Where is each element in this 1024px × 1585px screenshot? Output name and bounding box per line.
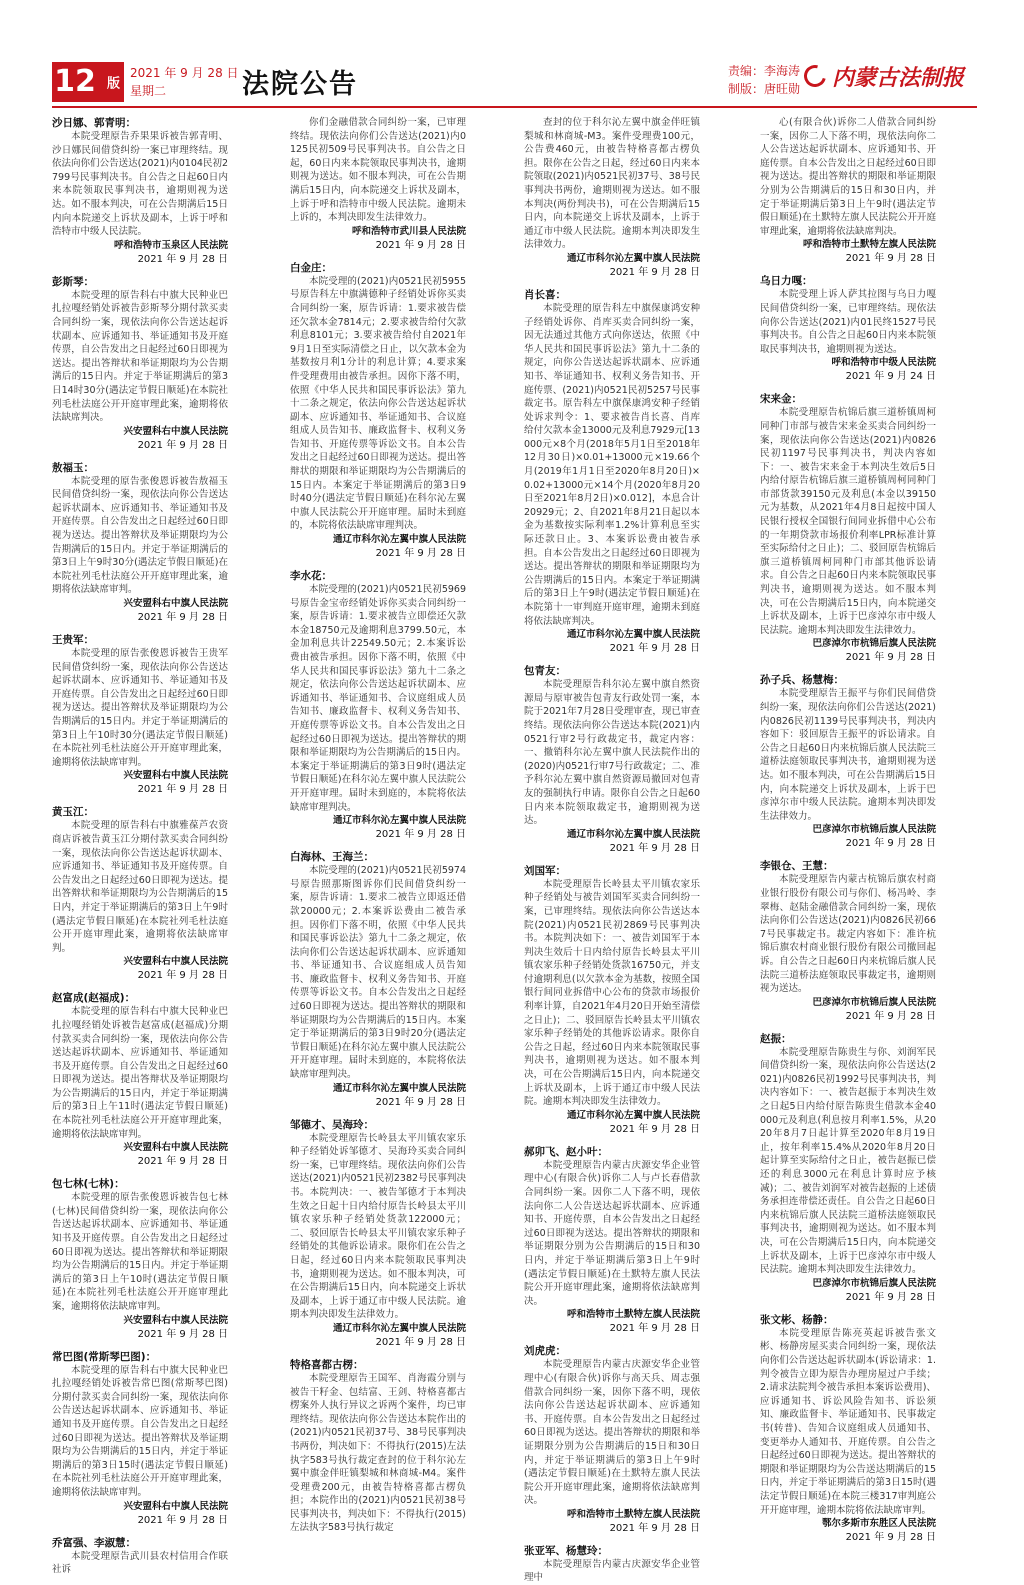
court-notice [52,1177,228,1341]
notice-body: 查封的位于科尔沁左翼中旗金伴旺镇梨城和林商城-M3。案件受理费100元，公告费460元，由被告特格喜都古楞负担。限你在公告之日起，经过60日内来本院领取(2021)内0521民初37号、38号民事判决书两份，逾期则视为送达。如不服本判决(两份判决书)，可在公告期满后15日内，向本院递交上诉状及副本，上诉于通辽市中级人民法院。逾期本判决即发生法律效力。 [524,117,700,251]
notice-court: 呼和浩特市武川县人民法院 [351,225,466,237]
notice-court: 巴彦淖尔市杭锦后旗人民法院 [812,824,936,836]
notice-court: 兴安盟科右中旗人民法院 [123,1314,228,1326]
court-notice [524,1544,700,1585]
notice-body: 本院受理的(2021)内0521民初5974号原告照那斯图诉你们民间借贷纠纷一案，原告诉请：1.要求二被告立即返还借款20000元；2.本案诉讼费由二被告承担。因你们下落不明，依照《中华人民共和国民事诉讼法》第九十二条之规定，依法向你们公告送达起诉状副本、应诉通知书、举证通知书、合议庭组成人员告知书、廉政监督卡、权利义务告知书、开庭传票等诉讼文书。自本公告发出之日起经过60日即视为送达。提出答辩状的期限和举证期限均为公告期满后的15日内。本案定于举证期满后的第3日9时20分(遇法定节假日顺延)在科尔沁左翼中旗人民法院公开开庭审理。届时未到庭的，本院将依法缺席审理判决。 [290,865,466,1081]
notice-court: 通辽市科尔沁左翼中旗人民法院 [566,629,700,641]
notice-date: 2021 年 9 月 28 日 [137,253,228,265]
notice-body: 本院受理的原告科右中旗大民种业巴扎拉嘎经销处诉被告赵富成(赵福成)分期付款买卖合同纠纷一案，现依法向你公告送达起诉状副本、应诉通知书、举证通知书及开庭传票。自公告发出之日起经过60日即视为送达。提出答辩状及举证期限均为公告期满后的15日内，并定于举证期满后的第3日上午11时(遇法定节假日顺延)在本院社列毛杜法庭公开开庭审理此案，逾期将依法缺席审判。 [52,1006,228,1140]
court-notice [760,673,936,851]
notice-party: 白金庄： [290,261,332,274]
notice-party: 赵富成(赵福成)： [52,992,136,1005]
column-3 [524,116,700,1584]
notice-party: 张文彬、杨静： [760,1313,834,1326]
court-notice [290,1358,466,1535]
notice-party: 赵振： [760,1032,792,1045]
notice-court: 通辽市科尔沁左翼中旗人民法院 [332,1082,466,1094]
notice-body: 本院受理原告王国军、肖海霞分别与被告干籽金、包结富、王剑、特格喜都古楞案外人执行异议之诉两个案件，均已审理终结。现依法向你公告送达本院作出的(2021)内0521民初37号、38号民事判决书两份，判决如下：不得执行(2015)左法执字583号执行裁定查封的位于科尔沁左翼中旗金伴旺镇梨城和林商城-M4。案件受理费200元，由被告特格喜都古楞负担；本院作出的(2021)内0521民初38号民事判决书，判决如下：不得执行(2015)左法执字583号执行裁定 [290,1372,466,1534]
notice-body: 心(有限合伙)诉你二人借款合同纠纷一案，因你二人下落不明，现依法向你二人公告送达起诉状副本、应诉通知书、开庭传票。自本公告发出之日起经过60日即视为送达。提出答辩状的期限和举证期限分别为公告期满后的15日和30日内，并定于举证期满后第3日上午9时(遇法定节假日顺延)在土默特左旗人民法院公开开庭审理此案，逾期将依法缺席判决。 [760,117,936,237]
notice-date: 2021 年 9 月 28 日 [609,1123,700,1135]
notice-party: 白海林、王海兰： [290,851,374,864]
notice-court: 兴安盟科右中旗人民法院 [123,1142,228,1154]
page-number: 12 [52,62,98,102]
notice-court: 巴彦淖尔市杭锦后旗人民法院 [812,996,936,1008]
notice-body: 本院受理原告王振平与你们民间借贷纠纷一案，现依法向你们公告送达(2021)内0826民初1139号民事判决书，判决内容如下：驳回原告王振平的诉讼请求。自公告之日起60日内来杭锦后旗人民法院三道桥法庭领取民事判决书，逾期则视为送达。如不服本判决，可在公告期满后15日内，向本院递交上诉状及副本，上诉于巴彦淖尔市中级人民法院。逾期本判决即发生法律效力。 [760,688,936,822]
notice-party: 张亚军、杨慧玲： [524,1544,608,1557]
court-notice [524,116,700,280]
notice-body: 本院受理的原告科右中旗大民种业巴扎拉嘎经销处诉被告彭斯琴分期付款买卖合同纠纷一案，现依法向你公告送达起诉状副本、应诉通知书、举证通知书及开庭传票，自公告发出之日起经过60日即视为送达。提出答辩状和举证期限均为公告期满后的15日内。并定于举证期满后的第3日14时30分(遇法定节假日顺延)在本院社列毛杜法庭公开开庭审理此案，逾期将依法缺席判决。 [52,289,228,424]
edition-label: 版 [98,62,124,102]
notice-party: 孙子兵、杨慧梅： [760,674,844,687]
notice-date: 2021 年 9 月 28 日 [137,784,228,796]
notice-date: 2021 年 9 月 28 日 [137,612,228,624]
court-notice [524,1145,700,1337]
notice-court: 通辽市科尔沁左翼中旗人民法院 [332,1322,466,1334]
court-notice [524,288,700,656]
notice-date: 2021 年 9 月 28 日 [845,1010,936,1022]
court-notice [524,1344,700,1536]
notice-party: 李水花： [290,570,332,583]
notice-court: 通辽市科尔沁左翼中旗人民法院 [566,828,700,840]
court-notice [760,1313,936,1545]
notice-party: 肖长喜： [524,288,566,301]
court-notice [290,116,466,253]
notice-party: 李银仓、王慧： [760,860,834,873]
court-notice [52,991,228,1169]
court-notice [52,805,228,983]
notice-party: 邹德才、吴海玲： [290,1118,374,1131]
court-notice [290,569,466,842]
issue-weekday: 星期二 [130,84,167,98]
editor-credits [728,62,800,98]
notice-body: 本院受理原告内蒙古庆源安华企业管理中心(有限合伙)诉你二人与卢长春借款合同纠纷一案。因你二人下落不明，现依法向你二人公告送达起诉状副本、应诉通知书、开庭传票，自本公告发出之日起经过60日即视为送达。提出答辩状的期限和举证期限分别为公告期满后的15日和30日内，并定于举证期满后第3日上午9时(遇法定节假日顺延)在土默特左旗人民法院公开开庭审理此案，逾期将依法缺席判决。 [524,1159,700,1307]
notice-date: 2021 年 9 月 28 日 [137,1328,228,1340]
notice-party: 特格喜都古楞： [290,1358,364,1371]
notice-body: 本院受理的(2021)内0521民初5955号原告科左中旗满德种子经销处诉你买卖合同纠纷一案，原告诉请：1.要求被告偿还欠款本金7814元；2.要求被告给付欠款利息8101元；3.要求被告给付自2021年9月1日至实际清偿之日止，以欠款本金为基数按月利1分计的利息计算；4.要求案件受理费用由被告承担。因你下落不明，依照《中华人民共和国民事诉讼法》第九十二条之规定，依法向你公告送达起诉状副本、应诉通知书、举证通知书、合议庭组成人员告知书、廉政监督卡、权利义务告知书、开庭传票等诉讼文书。自本公告发出之日起经过60日即视为送达。提出答辩状的期限和举证期限均为公告期满后的15日内。本案定于举证期满后的第3日9时40分(遇法定节假日顺延)在科尔沁左翼中旗人民法院公开开庭审理。届时未到庭的，本院将依法缺席审理判决。 [290,275,466,532]
court-notice [52,1350,228,1528]
column-1 [52,116,228,1576]
notice-body: 本院受理的原告张俊恩诉被告王贵军民间借贷纠纷一案，现依法向你公告送达起诉状副本、应诉通知书、举证通知书及开庭传票。自公告发出之日起经过60日即视为送达。提出答辩状及举证期限均为公告期满后的15日内。并定于举证期满后的第3日上午10时30分(遇法定节假日顺延)在本院社列毛杜法庭公开开庭审理此案，逾期将依法缺席审判。 [52,648,228,768]
notice-court: 兴安盟科右中旗人民法院 [123,1500,228,1512]
notice-body: 你们金融借款合同纠纷一案，已审理终结。现依法向你们公告送达(2021)内0125民初509号民事判决书。自公告之日起，60日内来本院领取民事判决书，逾期则视为送达。如不服本判决，可在公告期满后15日内，向本院递交上诉状及副本，上诉于呼和浩特市中级人民法院。逾期未上诉的，本判决即发生法律效力。 [290,117,466,224]
court-notice [290,850,466,1110]
notice-body: 本院受理原告陈贵生与你、刘润军民间借贷纠纷一案，现依法向你公告送达(2021)内0826民初1992号民事判决书，判决内容如下：一、被告赵振于本判决生效之日起5日内给付原告陈贵生借款本金40000元及利息(利息按月利率1.5%，从2020年8月7日起计算至2020年8月19日止，按年利率15.4%从2020年8月20日起计算至实际给付之日止，被告赵振已偿还的利息3000元在利息计算时应予核减)；二、被告刘润军对被告赵振的上述债务承担连带偿还责任。自公告之日起60日内来杭锦后旗人民法院三道桥法庭领取民事判决书，逾期则视为送达。如不服本判决，可在公告期满后15日内，向本院递交上诉状及副本，上诉于巴彦淖尔市中级人民法院。逾期本判决即发生法律效力。 [760,1046,936,1276]
notice-body: 本院受理原告内蒙古庆源安华企业管理中 [524,1558,700,1584]
notice-body: 本院受理的原告张俊恩诉被告敖福玉民间借贷纠纷一案，现依法向你公告送达起诉状副本、应诉通知书、举证通知书及开庭传票。自公告发出之日起经过60日即视为送达。提出答辩状及举证期限均为公告期满后的15日内。并定于举证期满后的第3日上午9时30分(遇法定节假日顺延)在本院社列毛杜法庭公开开庭审理此案，逾期将依法缺席审判。 [52,475,228,596]
notice-date: 2021 年 9 月 28 日 [609,1522,700,1534]
notice-body: 本院受理原告武川县农村信用合作联社诉 [52,1550,228,1576]
notice-date: 2021 年 9 月 28 日 [845,838,936,850]
section-title: 法院公告 [242,69,358,100]
notice-party: 王贵军： [52,634,94,647]
notice-court: 兴安盟科右中旗人民法院 [123,598,228,610]
court-notice [52,275,228,453]
notice-court: 通辽市科尔沁左翼中旗人民法院 [332,815,466,827]
notice-party: 黄玉江： [52,806,94,819]
notice-court: 呼和浩特市中级人民法院 [831,357,936,369]
notice-body: 本院受理原告内蒙古庆源安华企业管理中心(有限合伙)诉你与高天兵、周志强借款合同纠纷一案，因你下落不明，现依法向你公告送达起诉状副本、应诉通知书、开庭传票。自本公告发出之日起经过60日即视为送达。提出答辩状的期限和举证期限分别为公告期满后的15日和30日内，并定于举证期满后的第3日上午9时(遇法定节假日顺延)在土默特左旗人民法院公开开庭审理此案，逾期将依法缺席判决。 [524,1359,700,1507]
notice-court: 巴彦淖尔市杭锦后旗人民法院 [812,1277,936,1289]
court-notice [524,664,700,856]
notice-date: 2021 年 9 月 28 日 [375,1096,466,1108]
notice-party: 刘虎虎： [524,1345,566,1358]
court-notice [290,1118,466,1350]
notice-party: 沙日娜、郭青明： [52,117,136,129]
notice-body: 本院受理的原告科左中旗保康鸿安种子经销处诉你、肖库买卖合同纠纷一案，因无法通过其他方式向你送达，依照《中华人民共和国民事诉讼法》第九十二条的规定，向你公告送达起诉状副本、应诉通知书、举证通知书、权利义务告知书、开庭传票、(2021)内0521民初5257号民事裁定书。原告科左中旗保康鸿安种子经销处诉求判令：1、要求被告肖长喜、肖库给付欠款本金13000元及利息7929元[13000元×8个月(2018年5月1日至2018年12月30日)×0.01+13000元×19.66个月(2019年1月1日至2020年8月20日)×0.02+13000元×14个月(2020年8月20日至2021年8月2日)×0.012]，本息合计20929元；2、自2021年8月21日起以本金为基数按实际利率1.2%计算利息至实际还款日止。3、本案诉讼费由被告承担。自本公告发出之日起经过60日即视为送达。提出答辩状的期限和举证期限均为公告期满后的15日内。本案定于举证期满后的第3日上午9时(遇法定节假日顺延)在本院第十一审判庭开庭审理，逾期未到庭将依法缺席判决。 [524,302,700,627]
column-2 [290,116,466,1534]
notice-date: 2021 年 9 月 28 日 [137,1156,228,1168]
notice-date: 2021 年 9 月 28 日 [375,548,466,560]
court-notice [52,461,228,625]
notice-date: 2021 年 9 月 28 日 [609,842,700,854]
notice-date: 2021 年 9 月 28 日 [375,829,466,841]
notice-body: 本院受理原告长岭县太平川镇农家乐种子经销处与被告刘国军买卖合同纠纷一案，已审理终结。现依法向你公告送达本院(2021)内0521民初2869号民事判决书。本院判决如下：一、被告刘国军于本判决生效后十日内给付原告长岭县太平川镇农家乐种子经销处货款16750元，并支付逾期利息(以欠款本金为基数，按照全国银行间同业拆借中心公布的贷款市场报价利率计算，自2021年4月20日开始至清偿之日止)；二、驳回原告长岭县太平川镇农家乐种子经销处的其他诉讼请求。限你自公告之日起，经过60日内来本院领取民事判决书，逾期则视为送达。如不服本判决，可在公告期满后15日内，向本院递交上诉状及副本，上诉于通辽市中级人民法院。逾期本判决即发生法律效力。 [524,878,700,1108]
notice-court: 呼和浩特市土默特左旗人民法院 [566,1309,700,1321]
notice-party: 宋来金： [760,393,802,406]
editor: 责编：李海涛 [728,64,801,78]
masthead [52,58,977,108]
notice-body: 本院受理的(2021)内0521民初5969号原告金宝帝经销处诉你买卖合同纠纷一案，原告诉请：1.要求被告立即偿还欠款本金18750元及逾期利息3799.50元，本金加利息共计22549.50元；2.本案诉讼费由被告承担。因你下落不明，依照《中华人民共和国民事诉讼法》第九十二条之规定，依法向你公告送达起诉状副本、应诉通知书、举证通知书、合议庭组成人员告知书、廉政监督卡、权利义务告知书、开庭传票等诉讼文书。自本公告发出之日起经过60日即视为送达。提出答辩状的期限和举证期限均为公告期满后的15日内。本案定于举证期满后的第3日9时(遇法定节假日顺延)在科尔沁左翼中旗人民法院公开开庭审理。届时未到庭的，本院将依法缺席审理判决。 [290,584,466,813]
notice-court: 呼和浩特市玉泉区人民法院 [113,239,228,251]
logo-text: 内蒙古法制报 [832,64,965,91]
notice-date: 2021 年 9 月 28 日 [609,1323,700,1335]
notice-date: 2021 年 9 月 28 日 [137,439,228,451]
notice-party: 敖福玉： [52,461,94,474]
notice-columns [52,116,977,1584]
masthead-rule [52,106,977,108]
notice-body: 本院受理上诉人萨其拉图与乌日力嘎民间借贷纠纷一案，已审理终结。现依法向你公告送达(2021)内01民终1527号民事判决书。自公告之日起60日内来本院领取民事判决书，逾期则视为送达。 [760,289,936,355]
producer: 制版：唐旺勋 [728,82,801,96]
court-notice [52,633,228,797]
notice-date: 2021 年 9 月 28 日 [845,253,936,265]
dateline [130,64,239,100]
notice-court: 兴安盟科右中旗人民法院 [123,770,228,782]
court-notice [760,392,936,665]
notice-party: 包青友： [524,665,566,678]
notice-court: 巴彦淖尔市杭锦后旗人民法院 [812,638,936,650]
court-notice [760,1032,936,1305]
notice-body: 本院受理原告科尔沁左翼中旗自然资源局与原审被告包青友行政处罚一案，本院于2021年7月28日受理审查，现已审查终结。现依法向你公告送达本院(2021)内0521行审2号行政裁定书，裁定内容：一、撤销科尔沁左翼中旗人民法院作出的(2020)内0521行审7号行政裁定；二、准予科尔沁左翼中旗自然资源局撤回对包青友的强制执行申请。限你自公告之日起60日内来本院领取裁定书，逾期则视为送达。 [524,679,700,827]
notice-party: 乌日力嘎： [760,275,813,288]
notice-court: 呼和浩特市土默特左旗人民法院 [566,1508,700,1520]
court-notice [760,116,936,266]
notice-court: 鄂尔多斯市东胜区人民法院 [821,1518,936,1530]
notice-party: 刘国军： [524,864,566,877]
notice-court: 通辽市科尔沁左翼中旗人民法院 [566,252,700,264]
court-notice [52,1536,228,1577]
notice-party: 郝卯飞、赵小叶： [524,1145,608,1158]
notice-date: 2021 年 9 月 28 日 [609,643,700,655]
logo-swirl-icon [800,61,830,91]
notice-body: 本院受理的原告张俊恩诉被告包七林(七林)民间借贷纠纷一案，现依法向你公告送达起诉状副本、应诉通知书、举证通知书及开庭传票。自公告发出之日起经过60日即视为送达。提出答辩状和举证期限均为公告期满后的15日内。并定于举证期满后的第3日上午10时(遇法定节假日顺延)在本院社列毛杜法庭公开开庭审理此案，逾期将依法缺席审判。 [52,1192,228,1312]
notice-body: 本院受理原告杭锦后旗三道桥镇周柯同种门市部与被告宋来金买卖合同纠纷一案，现依法向你公告送达(2021)内0826民初1197号民事判决书，判决内容如下：一、被告宋来金于本判决生效后5日内给付原告杭锦后旗三道桥镇周柯同种门市部货款39150元及利息(本金以39150元为基数，从2021年4月8日起按中国人民银行授权全国银行间同业拆借中心公布的一年期贷款市场报价利率LPR标准计算至实际给付之日止)；二、驳回原告杭锦后旗三道桥镇周柯同种门市部其他诉讼请求。自公告之日起60日内来本院领取民事判决书，逾期则视为送达。如不服本判决，可在公告期满后15日内，向本院递交上诉状及副本，上诉于巴彦淖尔市中级人民法院。逾期本判决即发生法律效力。 [760,407,936,636]
notice-court: 通辽市科尔沁左翼中旗人民法院 [566,1109,700,1121]
notice-date: 2021 年 9 月 24 日 [845,371,936,383]
notice-party: 包七林(七林)： [52,1178,125,1191]
notice-date: 2021 年 9 月 28 日 [137,1514,228,1526]
court-notice [524,864,700,1137]
notice-date: 2021 年 9 月 28 日 [845,1291,936,1303]
notice-party: 常巴图(常斯琴巴图)： [52,1350,157,1363]
court-notice [760,859,936,1023]
notice-body: 本院受理的原告科右中旗雅葆芦农资商店诉被告黄玉江分期付款买卖合同纠纷一案，现依法向你公告送达起诉状副本、应诉通知书、举证通知书及开庭传票。自公告发出之日起经过60日即视为送达。提出答辩状和举证期限均为公告期满后的15日内，并定于举证期满后的第3日上午9时(遇法定节假日顺延)在本院社列毛杜法庭公开开庭审理此案，逾期将依法缺席审判。 [52,820,228,954]
issue-date: 2021 年 9 月 28 日 [130,66,239,80]
notice-court: 通辽市科尔沁左翼中旗人民法院 [332,534,466,546]
notice-court: 兴安盟科右中旗人民法院 [123,956,228,968]
court-notice [760,274,936,384]
notice-date: 2021 年 9 月 28 日 [137,970,228,982]
notice-court: 呼和浩特市土默特左旗人民法院 [802,239,936,251]
court-notice [290,261,466,561]
notice-body: 本院受理原告长岭县太平川镇农家乐种子经销处诉邹德才、吴海玲买卖合同纠纷一案，已审理终结。现依法向你们公告送达(2021)内0521民初2382号民事判决书。本院判决：一、被告邹德才于本判决生效之日起十日内给付原告长岭县太平川镇农家乐种子经销处货款122000元；二、驳回原告长岭县太平川镇农家乐种子经销处的其他诉讼请求。限你们在公告之日起，经过60日内来本院领取民事判决书，逾期则视为送达。如不服本判决，可在公告期满后15日内，向本院递交上诉状及副本，上诉于通辽市中级人民法院。逾期本判决即发生法律效力。 [290,1132,466,1321]
notice-body: 本院受理的原告科右中旗大民种业巴扎拉嘎经销处诉被告常巴图(常斯琴巴图)分期付款买卖合同纠纷一案，现依法向你公告送达起诉状副本、应诉通知书、举证通知书及开庭传票。自公告发出之日起经过60日即视为送达。提出答辩状及举证期限均为公告期满后的15日内，并定于举证期满后的第3日15时(遇法定节假日顺延)在本院社列毛杜法庭公开开庭审理此案，逾期将依法缺席审判。 [52,1364,228,1498]
court-notice [52,116,228,267]
newspaper-logo [804,58,964,94]
notice-party: 乔富强、李淑慧： [52,1536,136,1549]
notice-court: 兴安盟科右中旗人民法院 [123,425,228,437]
notice-date: 2021 年 9 月 28 日 [609,266,700,278]
notice-party: 彭斯琴： [52,275,94,288]
column-4 [760,116,936,1544]
notice-body: 本院受理原告陈亮英起诉被告张文彬、杨静房屋买卖合同纠纷一案，现依法向你们公告送达起诉状副本(诉讼请求：1.判令被告立即为原告办理房屋过户手续；2.请求法院判令被告承担本案诉讼费用)、应诉通知书、诉讼风险告知书、诉讼须知、廉政监督卡、举证通知书、民事裁定书(转普)、告知合议庭组成人员通知书、变更举办人通知书、开庭传票。自公告之日起经过60日即视为送达。提出答辩状的期限和举证期限均为公告送达期满后的15日内，并定于举证期满后的第3日15时(遇法定节假日顺延)在本院三楼317审判庭公开开庭审理，逾期本院将依法缺席审判。 [760,1327,936,1516]
notice-date: 2021 年 9 月 28 日 [845,1532,936,1544]
notice-date: 2021 年 9 月 28 日 [845,652,936,664]
notice-body: 本院受理原告乔果果诉被告郭青明、沙日娜民间借贷纠纷一案已审理终结。现依法向你们公告送达(2021)内0104民初2799号民事判决书。自公告之日起60日内来本院领取民事判决书，逾期则视为送达。如不服本判决，可在公告期满后15日内向本院递交上诉状及副本，上诉于呼和浩特市中级人民法院。 [52,131,228,238]
notice-date: 2021 年 9 月 28 日 [375,1336,466,1348]
notice-date: 2021 年 9 月 28 日 [375,239,466,251]
notice-body: 本院受理原告内蒙古杭锦后旗农村商业银行股份有限公司与你们、杨冯岭、李翠梅、赵陆金融借款合同纠纷一案，现依法向你们公告送达(2021)内0826民初667号民事裁定书。裁定内容如下：准许杭锦后旗农村商业银行股份有限公司撤回起诉。自公告之日起60日内来杭锦后旗人民法院三道桥法庭领取民事裁定书，逾期则视为送达。 [760,874,936,995]
